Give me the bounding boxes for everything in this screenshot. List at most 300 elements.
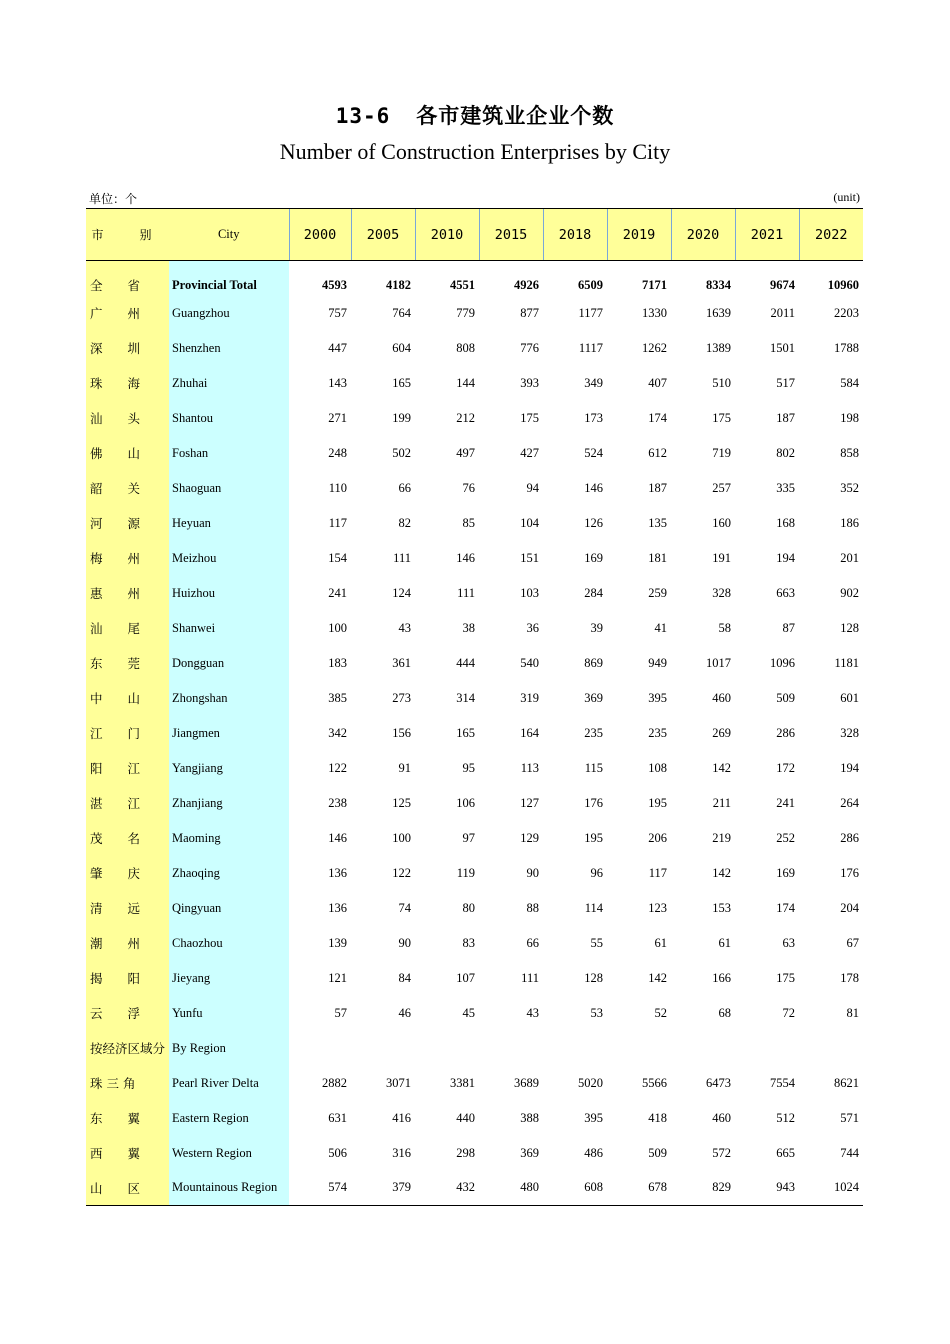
table-row	[86, 961, 863, 996]
city-name-chinese: 茂 名	[86, 821, 169, 856]
cell-value: 506	[328, 1145, 347, 1160]
cell-value: 829	[671, 1171, 735, 1206]
cell-value: 160	[712, 515, 731, 530]
header-city-english: City	[169, 209, 289, 261]
cell-value: 418	[648, 1110, 667, 1125]
table-row	[86, 296, 863, 331]
cell-value: 395	[648, 690, 667, 705]
cell-value: 271	[328, 410, 347, 425]
city-name-english: Provincial Total	[169, 261, 289, 296]
cell-value: 100	[328, 620, 347, 635]
cell-value: 5566	[642, 1075, 667, 1090]
city-name-english: Maoming	[169, 821, 289, 856]
city-name-english: Eastern Region	[169, 1101, 289, 1136]
cell-value	[543, 1031, 607, 1066]
cell-value: 298	[456, 1145, 475, 1160]
cell-value: 1330	[642, 305, 667, 320]
cell-value: 110	[328, 480, 347, 495]
cell-value: 444	[456, 655, 475, 670]
cell-value: 103	[520, 585, 539, 600]
unit-label-chinese: 单位：个	[89, 192, 138, 206]
cell-value: 194	[840, 760, 859, 775]
cell-value: 1017	[706, 655, 731, 670]
cell-value: 108	[648, 760, 667, 775]
header-year: 2020	[671, 209, 735, 261]
cell-value: 4551	[450, 277, 475, 292]
cell-value: 117	[328, 515, 347, 530]
city-name-chinese: 湛 江	[86, 786, 169, 821]
cell-value: 432	[415, 1171, 479, 1206]
cell-value: 757	[328, 305, 347, 320]
city-name-english: Jieyang	[169, 961, 289, 996]
cell-value: 502	[392, 445, 411, 460]
cell-value: 369	[520, 1145, 539, 1160]
city-name-chinese: 珠 海	[86, 366, 169, 401]
cell-value: 117	[648, 865, 667, 880]
city-name-english: Pearl River Delta	[169, 1066, 289, 1101]
cell-value: 97	[462, 830, 475, 845]
cell-value: 114	[584, 900, 603, 915]
cell-value: 379	[351, 1171, 415, 1206]
cell-value: 172	[776, 760, 795, 775]
city-name-chinese: 云 浮	[86, 996, 169, 1031]
cell-value: 142	[712, 865, 731, 880]
cell-value: 4926	[514, 277, 539, 292]
city-name-chinese: 山 区	[86, 1171, 169, 1206]
cell-value: 186	[840, 515, 859, 530]
cell-value: 663	[776, 585, 795, 600]
city-name-chinese: 深 圳	[86, 331, 169, 366]
cell-value: 1177	[578, 305, 603, 320]
cell-value: 100	[392, 830, 411, 845]
city-name-english: Jiangmen	[169, 716, 289, 751]
cell-value: 181	[648, 550, 667, 565]
city-name-chinese: 韶 关	[86, 471, 169, 506]
unit-label-english: (unit)	[833, 190, 860, 204]
city-name-english: Zhuhai	[169, 366, 289, 401]
city-name-english: Huizhou	[169, 576, 289, 611]
cell-value: 540	[520, 655, 539, 670]
city-name-chinese: 中 山	[86, 681, 169, 716]
cell-value: 584	[840, 375, 859, 390]
cell-value: 369	[584, 690, 603, 705]
header-year: 2019	[607, 209, 671, 261]
cell-value: 199	[392, 410, 411, 425]
table-row	[86, 821, 863, 856]
cell-value: 335	[776, 480, 795, 495]
cell-value: 572	[712, 1145, 731, 1160]
cell-value: 259	[648, 585, 667, 600]
cell-value: 601	[840, 690, 859, 705]
cell-value: 1262	[642, 340, 667, 355]
cell-value: 123	[648, 900, 667, 915]
cell-value: 349	[584, 375, 603, 390]
cell-value: 497	[456, 445, 475, 460]
cell-value: 678	[607, 1171, 671, 1206]
cell-value	[799, 1031, 863, 1066]
cell-value: 3689	[514, 1075, 539, 1090]
cell-value: 314	[456, 690, 475, 705]
table-row	[86, 541, 863, 576]
table-row	[86, 1136, 863, 1171]
cell-value: 156	[392, 725, 411, 740]
header-year: 2000	[289, 209, 351, 261]
cell-value: 2882	[322, 1075, 347, 1090]
city-name-chinese: 珠 三 角	[86, 1066, 169, 1101]
cell-value: 165	[392, 375, 411, 390]
cell-value	[735, 1031, 799, 1066]
cell-value: 80	[462, 900, 475, 915]
cell-value: 74	[398, 900, 411, 915]
city-name-chinese: 肇 庆	[86, 856, 169, 891]
cell-value: 111	[393, 550, 411, 565]
cell-value: 440	[456, 1110, 475, 1125]
cell-value: 510	[712, 375, 731, 390]
cell-value: 877	[520, 305, 539, 320]
header-year: 2022	[799, 209, 863, 261]
page-title-english: Number of Construction Enterprises by City	[279, 139, 671, 164]
city-name-chinese: 东 翼	[86, 1101, 169, 1136]
cell-value: 151	[520, 550, 539, 565]
cell-value: 1639	[706, 305, 731, 320]
table-body	[86, 261, 863, 1206]
city-name-chinese: 惠 州	[86, 576, 169, 611]
cell-value	[671, 1031, 735, 1066]
header-year: 2018	[543, 209, 607, 261]
cell-value: 571	[840, 1110, 859, 1125]
city-name-chinese: 佛 山	[86, 436, 169, 471]
table-row	[86, 576, 863, 611]
cell-value: 342	[328, 725, 347, 740]
cell-value: 206	[648, 830, 667, 845]
cell-value: 187	[776, 410, 795, 425]
cell-value: 106	[456, 795, 475, 810]
city-name-english: Yangjiang	[169, 751, 289, 786]
city-name-english: Foshan	[169, 436, 289, 471]
cell-value: 111	[457, 585, 475, 600]
cell-value: 1501	[770, 340, 795, 355]
table-row	[86, 926, 863, 961]
cell-value: 146	[328, 830, 347, 845]
cell-value: 211	[712, 795, 731, 810]
cell-value: 136	[328, 900, 347, 915]
cell-value: 1389	[706, 340, 731, 355]
cell-value: 55	[590, 935, 603, 950]
cell-value: 121	[328, 970, 347, 985]
cell-value: 96	[590, 865, 603, 880]
cell-value: 90	[398, 935, 411, 950]
cell-value: 90	[526, 865, 539, 880]
cell-value: 154	[328, 550, 347, 565]
cell-value	[415, 1031, 479, 1066]
cell-value: 10960	[827, 277, 859, 292]
data-table	[86, 208, 863, 1206]
city-name-chinese: 汕 尾	[86, 611, 169, 646]
cell-value: 46	[398, 1005, 411, 1020]
cell-value: 902	[840, 585, 859, 600]
cell-value: 328	[712, 585, 731, 600]
cell-value: 126	[584, 515, 603, 530]
table-row	[86, 856, 863, 891]
cell-value: 9674	[770, 277, 795, 292]
cell-value: 316	[392, 1145, 411, 1160]
cell-value: 631	[328, 1110, 347, 1125]
city-name-chinese: 按经济区域分	[86, 1031, 169, 1066]
cell-value: 235	[584, 725, 603, 740]
table-row	[86, 261, 863, 296]
cell-value: 175	[520, 410, 539, 425]
city-name-english: Meizhou	[169, 541, 289, 576]
cell-value: 943	[735, 1171, 799, 1206]
cell-value: 212	[456, 410, 475, 425]
cell-value: 328	[840, 725, 859, 740]
cell-value: 1181	[834, 655, 859, 670]
cell-value: 7171	[642, 277, 667, 292]
cell-value: 169	[584, 550, 603, 565]
cell-value: 352	[840, 480, 859, 495]
table-row	[86, 1031, 863, 1066]
cell-value: 104	[520, 515, 539, 530]
cell-value: 136	[328, 865, 347, 880]
city-name-chinese: 潮 州	[86, 926, 169, 961]
cell-value: 447	[328, 340, 347, 355]
cell-value: 38	[462, 620, 475, 635]
city-name-chinese: 江 门	[86, 716, 169, 751]
cell-value: 744	[840, 1145, 859, 1160]
cell-value: 869	[584, 655, 603, 670]
city-name-chinese: 全 省	[86, 261, 169, 296]
cell-value: 174	[648, 410, 667, 425]
cell-value: 3071	[386, 1075, 411, 1090]
cell-value: 115	[584, 760, 603, 775]
cell-value: 198	[840, 410, 859, 425]
page-title-chinese	[0, 100, 950, 130]
cell-value: 76	[462, 480, 475, 495]
cell-value: 319	[520, 690, 539, 705]
cell-value: 1024	[799, 1171, 863, 1206]
cell-value: 125	[392, 795, 411, 810]
cell-value: 2011	[770, 305, 795, 320]
cell-value: 388	[520, 1110, 539, 1125]
cell-value: 7554	[770, 1075, 795, 1090]
cell-value: 61	[654, 935, 667, 950]
table-row	[86, 611, 863, 646]
cell-value: 53	[590, 1005, 603, 1020]
cell-value: 517	[776, 375, 795, 390]
city-name-english: Dongguan	[169, 646, 289, 681]
cell-value: 63	[782, 935, 795, 950]
cell-value: 127	[520, 795, 539, 810]
cell-value: 176	[584, 795, 603, 810]
cell-value: 194	[776, 550, 795, 565]
cell-value: 84	[398, 970, 411, 985]
table-row	[86, 681, 863, 716]
city-name-english: Shaoguan	[169, 471, 289, 506]
cell-value: 43	[398, 620, 411, 635]
city-name-english: Mountainous Region	[169, 1171, 289, 1206]
cell-value: 72	[782, 1005, 795, 1020]
cell-value: 252	[776, 830, 795, 845]
cell-value: 608	[543, 1171, 607, 1206]
city-name-chinese: 广 州	[86, 296, 169, 331]
city-name-english: Zhongshan	[169, 681, 289, 716]
table-row	[86, 996, 863, 1031]
cell-value: 124	[392, 585, 411, 600]
cell-value: 82	[398, 515, 411, 530]
cell-value: 460	[712, 1110, 731, 1125]
cell-value: 460	[712, 690, 731, 705]
cell-value: 8334	[706, 277, 731, 292]
cell-value: 385	[328, 690, 347, 705]
header-year: 2021	[735, 209, 799, 261]
cell-value: 178	[840, 970, 859, 985]
table-row	[86, 471, 863, 506]
cell-value: 4182	[386, 277, 411, 292]
cell-value: 241	[328, 585, 347, 600]
city-name-english: Chaozhou	[169, 926, 289, 961]
cell-value: 257	[712, 480, 731, 495]
cell-value: 195	[584, 830, 603, 845]
table-number: 13-6	[335, 104, 391, 128]
cell-value: 128	[584, 970, 603, 985]
cell-value: 204	[840, 900, 859, 915]
cell-value: 57	[334, 1005, 347, 1020]
city-name-english: Yunfu	[169, 996, 289, 1031]
header-year: 2005	[351, 209, 415, 261]
city-name-english: By Region	[169, 1031, 289, 1066]
cell-value: 41	[654, 620, 667, 635]
cell-value: 665	[776, 1145, 795, 1160]
cell-value: 269	[712, 725, 731, 740]
city-name-chinese: 西 翼	[86, 1136, 169, 1171]
table-row	[86, 331, 863, 366]
header-year: 2010	[415, 209, 479, 261]
cell-value: 175	[776, 970, 795, 985]
cell-value: 219	[712, 830, 731, 845]
cell-value: 67	[846, 935, 859, 950]
cell-value: 361	[392, 655, 411, 670]
city-name-english: Shantou	[169, 401, 289, 436]
cell-value: 85	[462, 515, 475, 530]
cell-value: 524	[584, 445, 603, 460]
cell-value: 393	[520, 375, 539, 390]
cell-value: 119	[456, 865, 475, 880]
cell-value: 235	[648, 725, 667, 740]
cell-value: 4593	[322, 277, 347, 292]
cell-value: 512	[776, 1110, 795, 1125]
cell-value: 142	[648, 970, 667, 985]
cell-value: 88	[526, 900, 539, 915]
cell-value: 719	[712, 445, 731, 460]
cell-value: 183	[328, 655, 347, 670]
cell-value: 87	[782, 620, 795, 635]
cell-value: 66	[398, 480, 411, 495]
cell-value: 165	[456, 725, 475, 740]
header-city-chinese: 市 别	[86, 209, 169, 261]
table-row	[86, 751, 863, 786]
cell-value: 61	[718, 935, 731, 950]
cell-value: 135	[648, 515, 667, 530]
cell-value: 66	[526, 935, 539, 950]
cell-value: 169	[776, 865, 795, 880]
title-chinese-text: 各市建筑业企业个数	[416, 104, 615, 128]
cell-value: 142	[712, 760, 731, 775]
cell-value: 286	[776, 725, 795, 740]
cell-value: 1117	[578, 340, 603, 355]
table-row	[86, 786, 863, 821]
cell-value: 2203	[834, 305, 859, 320]
cell-value: 248	[328, 445, 347, 460]
table-row	[86, 366, 863, 401]
cell-value: 427	[520, 445, 539, 460]
cell-value: 407	[648, 375, 667, 390]
cell-value: 3381	[450, 1075, 475, 1090]
city-name-chinese: 揭 阳	[86, 961, 169, 996]
cell-value: 39	[590, 620, 603, 635]
cell-value: 191	[712, 550, 731, 565]
cell-value: 58	[718, 620, 731, 635]
cell-value: 45	[462, 1005, 475, 1020]
cell-value: 776	[520, 340, 539, 355]
cell-value: 480	[479, 1171, 543, 1206]
cell-value: 81	[846, 1005, 859, 1020]
table-row	[86, 506, 863, 541]
cell-value: 107	[456, 970, 475, 985]
cell-value: 164	[520, 725, 539, 740]
cell-value	[607, 1031, 671, 1066]
city-name-english: Zhaoqing	[169, 856, 289, 891]
header-year: 2015	[479, 209, 543, 261]
cell-value: 486	[584, 1145, 603, 1160]
cell-value: 1788	[834, 340, 859, 355]
city-name-chinese: 梅 州	[86, 541, 169, 576]
cell-value: 8621	[834, 1075, 859, 1090]
cell-value: 764	[392, 305, 411, 320]
cell-value: 52	[654, 1005, 667, 1020]
cell-value: 139	[328, 935, 347, 950]
city-name-english: Guangzhou	[169, 296, 289, 331]
cell-value: 175	[712, 410, 731, 425]
cell-value: 122	[328, 760, 347, 775]
table-header-row	[86, 209, 863, 261]
table-row	[86, 891, 863, 926]
cell-value	[289, 1031, 351, 1066]
cell-value: 174	[776, 900, 795, 915]
city-name-chinese: 清 远	[86, 891, 169, 926]
city-name-english: Shenzhen	[169, 331, 289, 366]
cell-value: 83	[462, 935, 475, 950]
table-row	[86, 401, 863, 436]
cell-value	[479, 1031, 543, 1066]
cell-value: 273	[392, 690, 411, 705]
city-name-chinese: 河 源	[86, 506, 169, 541]
city-name-english: Western Region	[169, 1136, 289, 1171]
city-name-chinese: 汕 头	[86, 401, 169, 436]
cell-value: 574	[289, 1171, 351, 1206]
cell-value: 238	[328, 795, 347, 810]
cell-value: 286	[840, 830, 859, 845]
cell-value: 395	[584, 1110, 603, 1125]
cell-value: 612	[648, 445, 667, 460]
cell-value: 68	[718, 1005, 731, 1020]
cell-value: 146	[456, 550, 475, 565]
cell-value: 91	[398, 760, 411, 775]
cell-value: 5020	[578, 1075, 603, 1090]
cell-value: 95	[462, 760, 475, 775]
cell-value: 36	[526, 620, 539, 635]
cell-value: 187	[648, 480, 667, 495]
cell-value: 416	[392, 1110, 411, 1125]
